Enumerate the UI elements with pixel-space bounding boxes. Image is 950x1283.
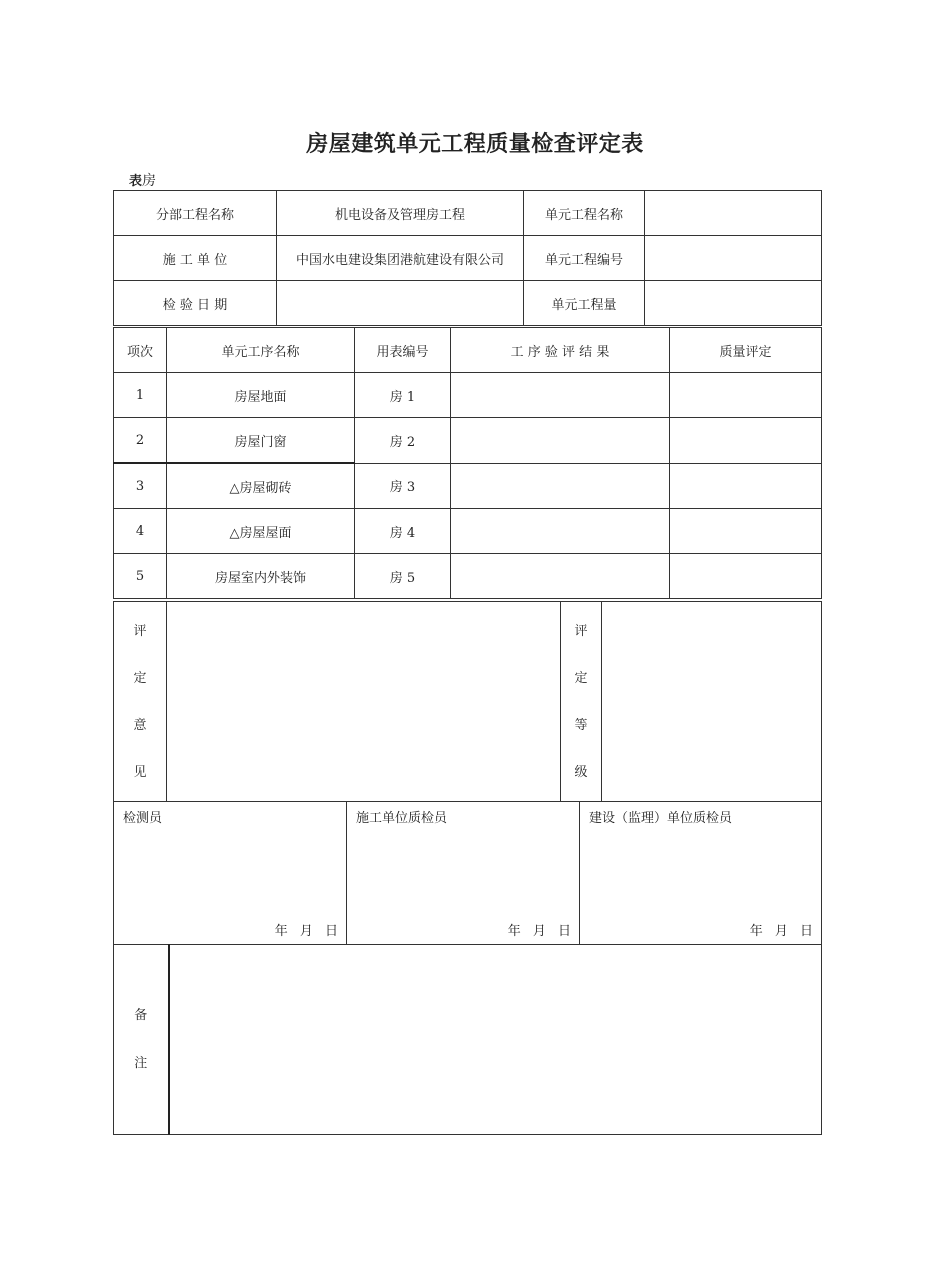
column-header-no: 项次 (114, 328, 167, 373)
form-number: 房 2 (355, 418, 451, 464)
table-row (114, 554, 822, 599)
signature-date: 年 月 日 (274, 924, 338, 939)
page-title: 房屋建筑单元工程质量检查评定表 (306, 132, 644, 157)
signature-row (114, 802, 822, 945)
contractor-value[interactable]: 中国水电建设集团港航建设有限公司 (277, 236, 524, 281)
evaluation-row (114, 602, 822, 802)
header-row (114, 281, 822, 326)
remarks-table (113, 944, 822, 1135)
evaluation-opinion-field[interactable] (167, 602, 561, 802)
grade-cell[interactable] (670, 418, 822, 464)
label-char: 定 (133, 670, 147, 686)
process-table (113, 327, 822, 599)
evaluation-table (113, 601, 822, 802)
result-cell[interactable] (451, 418, 670, 464)
process-name: △房屋砌砖 (167, 463, 355, 509)
grade-cell[interactable] (670, 463, 822, 509)
row-no: 1 (114, 373, 167, 418)
column-header-result: 工 序 验 评 结 果 (451, 328, 670, 373)
row-no: 3 (114, 463, 167, 509)
unit-number-label: 单元工程编号 (524, 236, 645, 281)
label-char: 见 (133, 764, 147, 780)
column-header-process-name: 单元工序名称 (167, 328, 355, 373)
row-no: 2 (114, 418, 167, 464)
label-char: 评 (133, 623, 147, 639)
table-row (114, 373, 822, 418)
inspector-signature[interactable] (114, 802, 347, 945)
table-label (129, 170, 156, 190)
form-number: 房 1 (355, 373, 451, 418)
result-cell[interactable] (451, 554, 670, 599)
label-char: 备 (134, 1007, 148, 1023)
label-char: 定 (574, 670, 588, 686)
grade-cell[interactable] (670, 373, 822, 418)
contractor-label: 施 工 单 位 (114, 236, 277, 281)
process-name: 房屋门窗 (167, 418, 355, 464)
table-row (114, 509, 822, 554)
unit-name-value[interactable] (645, 191, 822, 236)
grade-cell[interactable] (670, 554, 822, 599)
evaluation-grade-field[interactable] (602, 602, 822, 802)
unit-quantity-label: 单元工程量 (524, 281, 645, 326)
table-row (114, 418, 822, 464)
label-char: 评 (574, 623, 588, 639)
form-number: 房 4 (355, 509, 451, 554)
unit-name-label: 单元工程名称 (524, 191, 645, 236)
result-cell[interactable] (451, 509, 670, 554)
table-row (114, 463, 822, 509)
label-char: 等 (574, 717, 588, 733)
signature-date: 年 月 日 (749, 924, 813, 939)
signature-table (113, 801, 822, 945)
form-number: 房 3 (355, 463, 451, 509)
header-row (114, 191, 822, 236)
division-name-label: 分部工程名称 (114, 191, 277, 236)
remarks-row (114, 945, 822, 1135)
signature-label: 检测员 (123, 811, 163, 826)
table-label-bold: 表 (129, 174, 143, 189)
table-label-code: 房 (142, 173, 157, 189)
result-cell[interactable] (451, 463, 670, 509)
column-header-quality-grade: 质量评定 (670, 328, 822, 373)
row-no: 5 (114, 554, 167, 599)
header-info-table (113, 190, 822, 326)
evaluation-opinion-label (114, 602, 167, 802)
signature-label: 建设（监理）单位质检员 (589, 811, 733, 826)
label-char: 意 (133, 717, 147, 733)
form-number: 房 5 (355, 554, 451, 599)
label-char: 注 (134, 1055, 148, 1071)
process-name: 房屋室内外装饰 (167, 554, 355, 599)
division-name-value[interactable]: 机电设备及管理房工程 (277, 191, 524, 236)
result-cell[interactable] (451, 373, 670, 418)
inspection-date-value[interactable] (277, 281, 524, 326)
remarks-field[interactable] (169, 945, 822, 1135)
process-header-row (114, 328, 822, 373)
process-name: 房屋地面 (167, 373, 355, 418)
supervisor-qc-signature[interactable] (580, 802, 822, 945)
remarks-label (114, 945, 169, 1135)
header-row (114, 236, 822, 281)
evaluation-grade-label (561, 602, 602, 802)
unit-number-value[interactable] (645, 236, 822, 281)
unit-quantity-value[interactable] (645, 281, 822, 326)
inspection-date-label: 检 验 日 期 (114, 281, 277, 326)
signature-date: 年 月 日 (507, 924, 571, 939)
label-char: 级 (574, 764, 588, 780)
grade-cell[interactable] (670, 509, 822, 554)
process-name: △房屋屋面 (167, 509, 355, 554)
column-header-form-number: 用表编号 (355, 328, 451, 373)
contractor-qc-signature[interactable] (347, 802, 580, 945)
signature-label: 施工单位质检员 (356, 811, 448, 826)
row-no: 4 (114, 509, 167, 554)
